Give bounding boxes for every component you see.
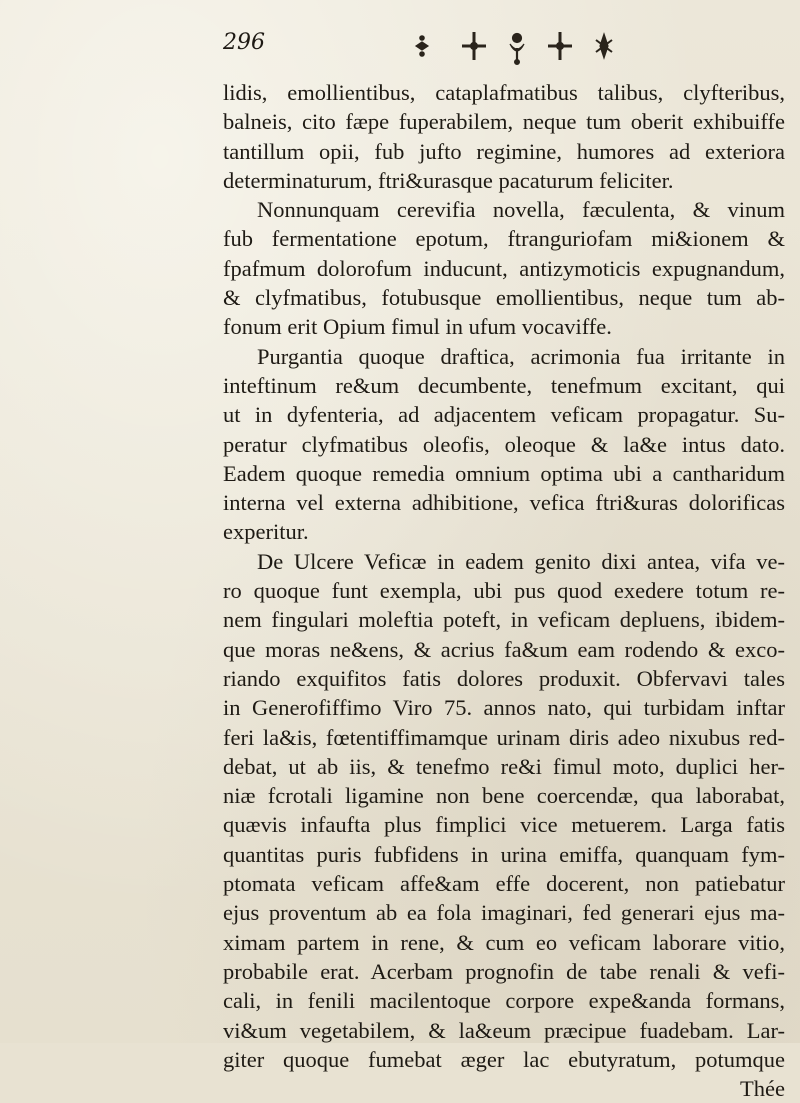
text-line: ximam partem in rene, & cum eo veficam laborare vitio, <box>223 929 785 955</box>
text-line: Eadem quoque remedia omnium optima ubi a cantharidum <box>223 460 785 486</box>
text-line: interna vel externa adhibitione, vefica ftri&uras dolorificas <box>223 490 785 516</box>
text-line: fonum erit Opium fimul in ufum vocaviffe. <box>223 314 612 340</box>
text-line: determinaturum, ftri&urasque pacaturum feliciter. <box>223 167 674 193</box>
text-line: ejus proventum ab ea fola imaginari, fed generari ejus ma- <box>223 900 785 926</box>
body-text <box>223 78 785 1103</box>
text-line: cali, in fenili macilentoque corpore expe&anda formans, <box>223 988 785 1014</box>
ornament-cross-left <box>462 32 486 60</box>
text-line: que moras ne&ens, & acrius fa&um eam rodendo & exco- <box>223 636 785 662</box>
text-line: giter quoque fumebat æger lac ebutyratum, potumque <box>223 1046 785 1072</box>
page-number: 296 <box>223 30 265 55</box>
text-line: quævis infaufta plus fimplici vice metuerem. Larga fatis <box>223 812 785 838</box>
text-line: tantillum opii, fub jufto regimine, humores ad exteriora <box>223 138 785 164</box>
text-line: Nonnunquam cerevifia novella, fæculenta, & vinum <box>257 197 785 223</box>
ornament-star-right <box>596 34 612 58</box>
text-line: experitur. <box>223 519 309 545</box>
text-line: quantitas puris fubfidens in urina emiffa, quanquam fym- <box>223 841 785 867</box>
text-line: balneis, cito fæpe fuperabilem, neque tum oberit exhibuiffe <box>223 109 785 135</box>
text-line: De Ulcere Veficæ in eadem genito dixi antea, vifa ve- <box>257 548 785 574</box>
text-line: inteftinum re&um decumbente, tenefmum excitant, qui <box>223 372 785 398</box>
text-line: fub fermentatione epotum, ftranguriofam mi&ionem & <box>223 226 785 252</box>
text-line: peratur clyfmatibus oleofis, oleoque & la&e intus dato. <box>223 431 785 457</box>
text-line: niæ fcrotali ligamine non bene coercendæ, qua laborabat, <box>223 783 785 809</box>
text-line: Purgantia quoque draftica, acrimonia fua irritante in <box>257 343 785 369</box>
text-line: in Generofiffimo Viro 75. annos nato, qui turbidam inftar <box>223 695 785 721</box>
text-line: feri la&is, fœtentiffimamque urinam diris adeo nixubus red- <box>223 724 785 750</box>
printer-ornament <box>412 26 622 66</box>
text-line: probabile erat. Acerbam prognofin de tabe renali & vefi- <box>223 958 785 984</box>
ornament-star-left <box>416 36 428 56</box>
text-line: & clyfmatibus, fotubusque emollientibus, neque tum ab- <box>223 285 785 311</box>
text-line: ut in dyfenteria, ad adjacentem veficam propagatur. Su- <box>223 402 785 428</box>
text-line: nem fingulari moleftia poteft, in veficam depluens, ibidem- <box>223 607 785 633</box>
text-line: ptomata veficam affe&am effe docerent, non patiebatur <box>223 871 785 897</box>
text-line: riando exquifitos fatis dolores produxit. Obfervavi tales <box>223 665 785 691</box>
text-line: vi&um vegetabilem, & la&eum præcipue fuadebam. Lar- <box>223 1017 785 1043</box>
text-line: ro quoque funt exempla, ubi pus quod exedere totum re- <box>223 578 785 604</box>
ornament-center-flower <box>510 34 524 65</box>
text-line: debat, ut ab iis, & tenefmo re&i fimul moto, duplici her- <box>223 753 785 779</box>
text-line: lidis, emollientibus, cataplafmatibus talibus, clyfteribus, <box>223 80 785 105</box>
ornament-cross-right <box>548 32 572 60</box>
catchword: Thée <box>740 1076 785 1102</box>
text-line: fpafmum dolorofum inducunt, antizymoticis expugnandum, <box>223 255 785 281</box>
